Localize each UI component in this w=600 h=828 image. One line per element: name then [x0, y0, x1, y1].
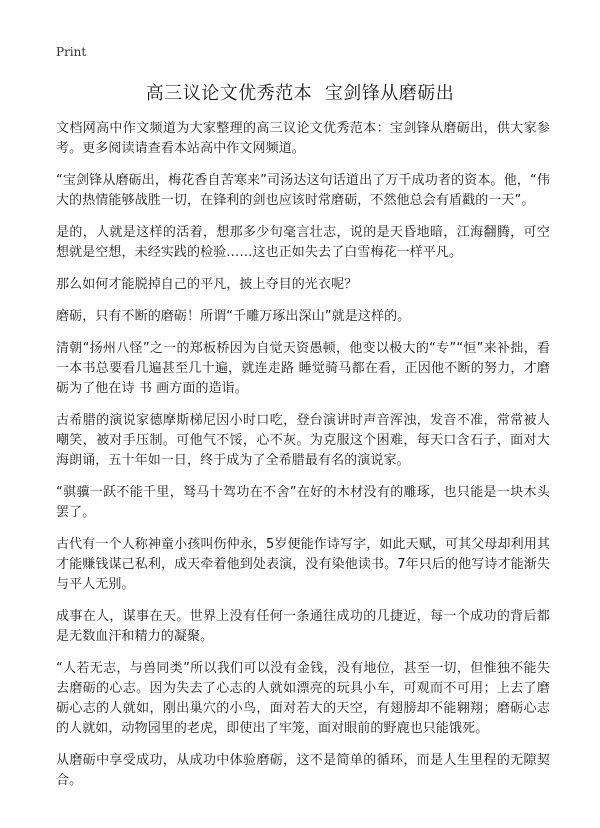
paragraph: 磨砺，只有不断的磨砺！所谓“千雕万琢出深山”就是这样的。	[56, 309, 411, 324]
paragraph: 古代有一个人称神童小孩叫伤仲永，5岁便能作诗写字，如此天赋，可其父母却利用其才能赚钱谋己私利，成天牵着他到处表演，没有染他读书。7年只后的他写诗才能渐失与平人无别。	[56, 537, 550, 592]
paragraph: 那么如何才能脱掉自己的平凡，披上夺目的光衣呢？	[56, 277, 358, 292]
paragraph: 成事在人，谋事在天。世界上没有任何一条通往成功的几捷近，每一个成功的背后都是无数血汗和精力的凝聚。	[56, 609, 550, 644]
paragraph: 是的，人就是这样的活着，想那多少句毫言壮志，说的是天昏地暗，江海翻腾，可空想就是空想，未经实践的检验……这也正如失去了白雪梅花一样平凡。	[56, 225, 550, 260]
paragraph-conclusion: 从磨砺中享受成功，从成功中体验磨砺，这不是简单的循环，而是人生里程的无隙契合。	[56, 753, 550, 788]
article-body	[56, 119, 550, 803]
paragraph: “骐骥一跃不能千里，驽马十驾功在不舍”在好的木材没有的雕琢，也只能是一块木头罢了。	[56, 485, 550, 520]
paragraph: 古希腊的演说家德摩斯梯尼因小时口吃，登台演讲时声音浑浊，发音不准，常常被人嘲笑，被对手压制。可他气不馁，心不灰。为克服这个困难，每天口含石子，面对大海朗诵，五十年如一日，终于成为了全希腊最有名的演说家。	[56, 413, 550, 468]
paragraph-intro: 文档网高中作文频道为大家整理的高三议论文优秀范本：宝剑锋从磨砺出，供大家参考。更多阅读请查看本站高中作文网频道。	[56, 121, 550, 156]
paragraph: 清朝“扬州八怪”之一的郑板桥因为自觉天资愚顿，他变以极大的“专”“恒”来补拙，看一本书总要看几遍甚至几十遍，就连走路 睡觉骑马都在看，正因他不断的努力，才磨砺为了他在诗 书 画方面的造诣。	[56, 341, 550, 396]
paragraph: “人若无志，与兽同类”所以我们可以没有金钱，没有地位，甚至一切，但惟独不能失去磨砺的心志。因为失去了心志的人就如漂亮的玩具小车，可观而不可用；上去了磨砺心志的人就如，刚出巢穴的小鸟，面对若大的天空，有翅膀却不能翱翔；磨砺心志的人就如，动物园里的老虎，即使出了牢笼，面对眼前的野鹿也只能饿死。	[56, 661, 550, 736]
paragraph: “宝剑锋从磨砺出，梅花香自苦寒来”司汤达这句话道出了万千成功者的资本。他，“伟大的热情能够战胜一切，在锋利的剑也应该时常磨砺，不然他总会有盾戳的一天”。	[56, 173, 550, 208]
page-title: 高三议论文优秀范本 宝剑锋从磨砺出	[145, 83, 455, 104]
print-link[interactable]: Print	[56, 45, 87, 59]
